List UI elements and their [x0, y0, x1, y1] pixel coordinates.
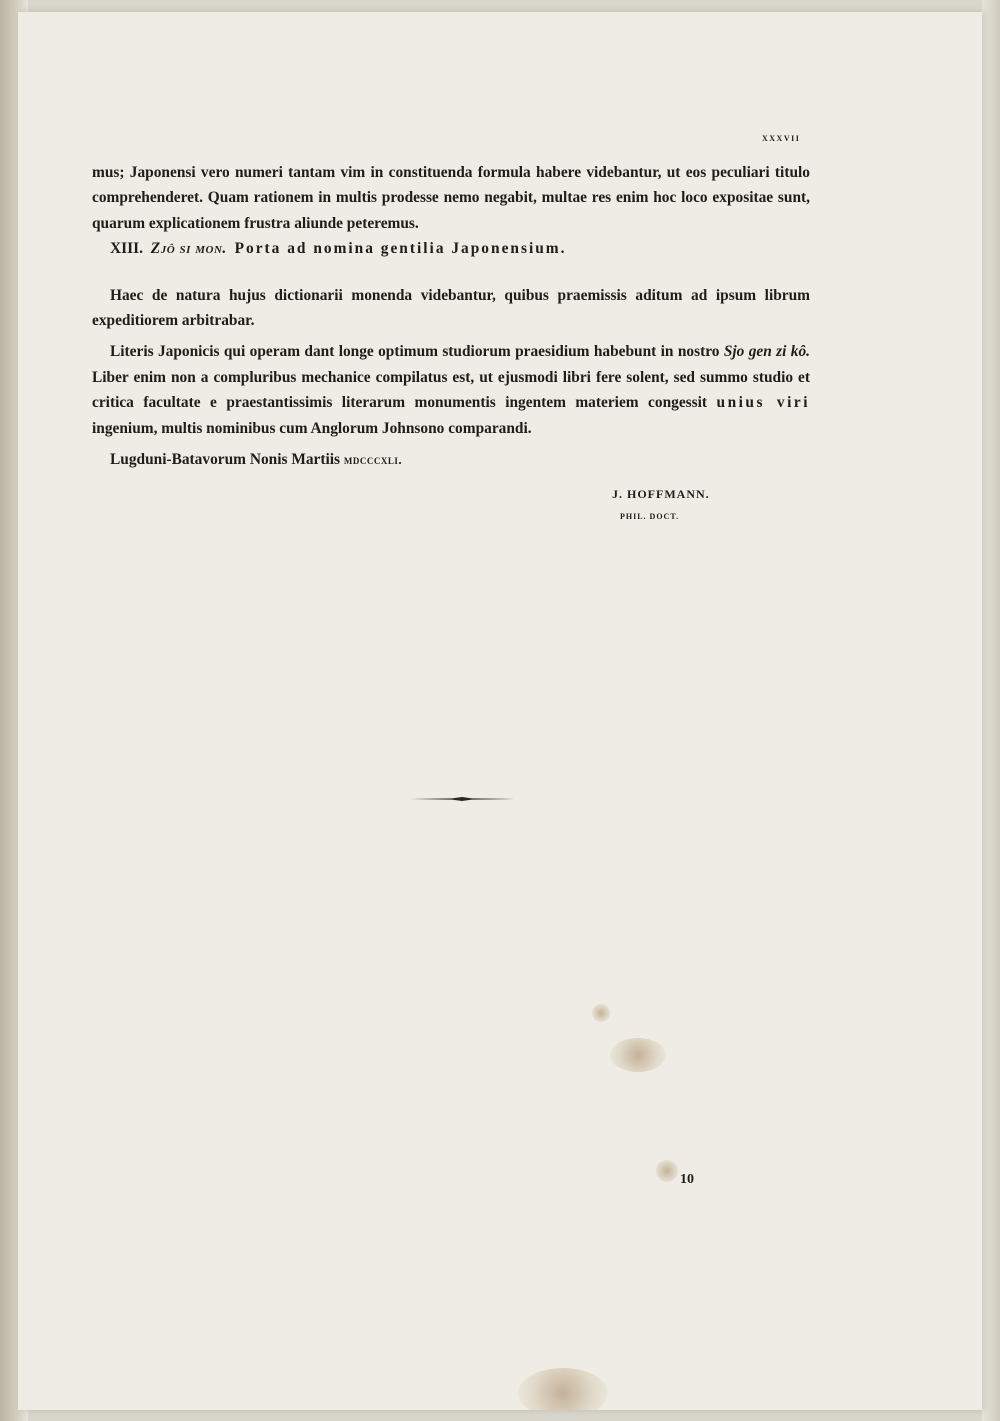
page-number: 10: [680, 1172, 694, 1187]
paragraph-end: ingenium, multis nominibus cum Anglorum Johnsono comparandi.: [92, 419, 532, 437]
paragraph-lead: Literis Japonicis qui operam dant longe optimum studiorum praesidium habebunt in nostro: [110, 343, 720, 361]
book-title: Sjo gen zi kô.: [723, 343, 810, 361]
paragraph-mid: Liber enim non a compluribus mechanice compilatus est, ut ejusmodi libri fere solent, sed summo studio et critica facultate e praestantissimis literarum monumentis ingentem materiem congessit: [92, 368, 810, 412]
body-text: [92, 160, 810, 472]
emphasis-unius-viri: unius viri: [716, 394, 810, 412]
signature-title: PHIL. DOCT.: [620, 512, 680, 521]
page-edge: [982, 0, 1000, 1421]
foxing-stain: [592, 1004, 610, 1022]
signature-name: J. HOFFMANN.: [612, 487, 710, 501]
list-item-xiii: [92, 236, 810, 261]
foxing-stain: [656, 1160, 678, 1182]
item-japanese-title: Zjô si mon.: [150, 240, 227, 258]
ornament-rule: [410, 795, 514, 803]
book-page: [18, 12, 982, 1410]
paragraph-literis: [92, 339, 810, 441]
paragraph-continuation: mus; Japonensi vero numeri tantam vim in constituenda formula habere videbantur, ut eos peculiari titulo comprehenderet. Quam rationem in multis prodesse nemo negabit, multae res enim hoc loco expositae sunt, quarum explicationem frustra aliunde peteremus.: [92, 164, 810, 232]
date-year: mdcccxli.: [343, 452, 403, 468]
date-line: [92, 447, 810, 472]
page-roman-numeral: xxxvii: [762, 130, 801, 144]
item-number: XIII.: [110, 240, 143, 258]
foxing-stain: [610, 1038, 666, 1072]
date-text: Lugduni-Batavorum Nonis Martiis: [110, 451, 341, 469]
item-latin-title: Porta ad nomina gentilia Japonensium.: [234, 240, 567, 258]
paragraph-nature: Haec de natura hujus dictionarii monenda videbantur, quibus praemissis aditum ad ipsum librum expeditiorem arbitrabar.: [92, 286, 810, 330]
foxing-stain: [518, 1368, 608, 1410]
